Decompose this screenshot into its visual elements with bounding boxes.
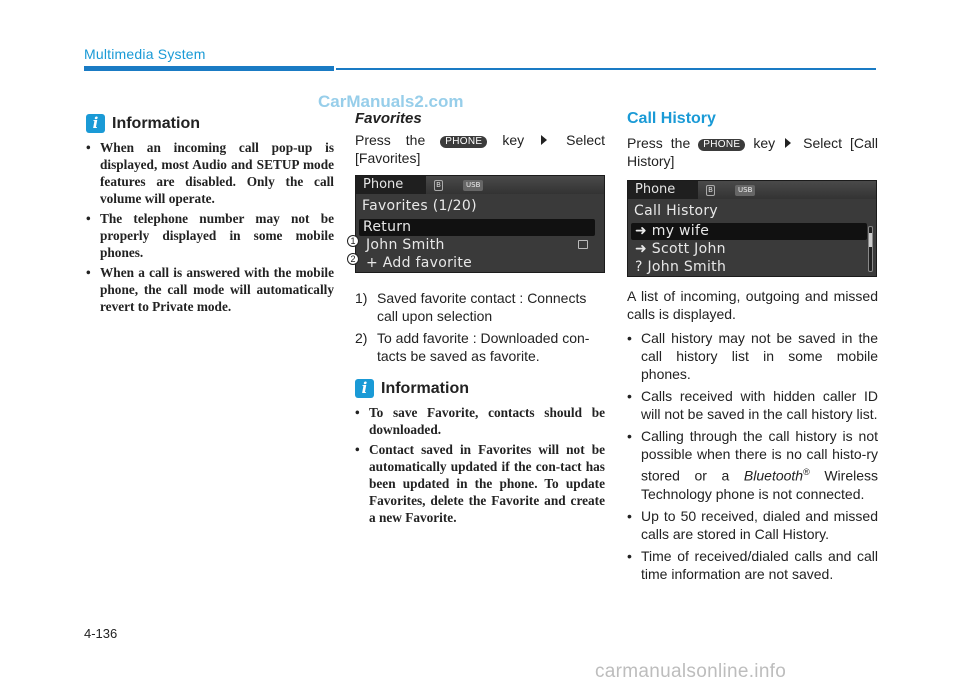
phone-key-badge: PHONE <box>440 136 487 148</box>
screen-row-call[interactable]: ➜ my wife <box>631 223 867 240</box>
list-number: 2) <box>355 330 368 346</box>
info-header <box>355 379 605 398</box>
list-item <box>355 289 605 325</box>
section-title: Multimedia System <box>84 46 206 62</box>
screen-row-add-favorite[interactable]: + Add favorite <box>366 255 473 271</box>
watermark-top: CarManuals2.com <box>318 92 464 111</box>
info-header <box>86 114 334 133</box>
screen-title: Favorites (1/20) <box>362 198 477 214</box>
header-rule-thick <box>84 66 334 71</box>
favorites-instruction <box>355 131 605 167</box>
phone-key-badge: PHONE <box>698 139 745 151</box>
instruction-text: Press the <box>355 132 426 148</box>
list-text: Saved favorite contact : Connects call upon selection <box>377 290 587 324</box>
list-item: • Time of received/dialed calls and call time information are not saved. <box>627 547 878 583</box>
instruction-text: Press the <box>627 135 691 151</box>
favorites-screen <box>355 175 605 273</box>
list-text: Calling through the call history is not possible when there is no call histo-ry stored or a <box>641 428 878 484</box>
info-title: Information <box>381 379 469 397</box>
callout-2: 2 <box>347 253 359 265</box>
list-item: • Contact saved in Favorites will not be automatically updated if the con-tact has been updated in the phone. To update Favorites, delete the Favorite and create a new Favorite. <box>355 441 605 526</box>
info-icon: i <box>86 114 105 133</box>
list-item: • Calls received with hidden caller ID will not be saved in the call history list. <box>627 387 878 423</box>
screen-tab-phone: Phone <box>356 176 426 194</box>
column-information <box>86 114 334 318</box>
list-item: • Call history may not be saved in the call history list in some mobile phones. <box>627 329 878 383</box>
header-rule-thin <box>336 68 876 70</box>
scrollbar[interactable] <box>868 226 873 272</box>
instruction-text: key <box>502 132 525 148</box>
list-item: • When a call is answered with the mobile phone, the call mode will automatically revert to Private mode. <box>86 264 334 315</box>
phone-book-icon <box>578 240 588 249</box>
column-favorites <box>350 110 606 529</box>
info-icon: i <box>355 379 374 398</box>
info-list <box>355 404 605 526</box>
call-history-intro: A list of incoming, outgoing and missed calls is displayed. <box>627 288 878 322</box>
screen-row-contact[interactable]: John Smith <box>366 237 445 253</box>
instruction-text: Select [Call History] <box>627 135 879 169</box>
list-item <box>355 329 605 365</box>
list-text: Wireless Technology phone is not connected. <box>641 467 878 502</box>
column-call-history <box>627 110 878 587</box>
callout-1: 1 <box>347 235 359 247</box>
list-item: • To save Favorite, contacts should be downloaded. <box>355 404 605 438</box>
screen-tab-phone: Phone <box>628 181 698 199</box>
screen-row-call[interactable]: ➜ Scott John <box>635 241 726 257</box>
list-item: • Up to 50 received, dialed and missed calls are stored in Call History. <box>627 507 878 543</box>
info-list <box>86 139 334 315</box>
list-text: To add favorite : Downloaded con-tacts be saved as favorite. <box>377 330 590 364</box>
call-history-heading: Call History <box>627 110 716 127</box>
bluetooth-term: Bluetooth <box>743 467 804 484</box>
call-history-instruction <box>627 134 878 170</box>
list-number: 1) <box>355 290 368 306</box>
watermark-bottom: carmanualsonline.info <box>595 661 787 682</box>
bluetooth-icon: B <box>706 185 715 196</box>
favorites-notes <box>355 289 605 365</box>
usb-icon: USB <box>735 185 755 196</box>
registered-mark: ® <box>803 467 810 477</box>
list-item: • The telephone number may not be properly displayed in some mobile phones. <box>86 210 334 261</box>
arrow-right-icon <box>541 135 547 145</box>
instruction-text: key <box>753 135 776 151</box>
arrow-right-icon <box>785 138 791 148</box>
call-history-screen <box>627 180 877 277</box>
screen-title: Call History <box>634 203 718 219</box>
list-item <box>627 427 878 503</box>
info-title: Information <box>112 114 200 132</box>
instruction-text: Select [Favorites] <box>355 132 606 166</box>
favorites-heading: Favorites <box>355 110 422 127</box>
screen-row-return[interactable]: Return <box>359 219 595 236</box>
list-item: • When an incoming call pop-up is displayed, most Audio and SETUP mode features are disabled. Only the call volume will operate. <box>86 139 334 207</box>
bluetooth-icon: B <box>434 180 443 191</box>
usb-icon: USB <box>463 180 483 191</box>
call-history-notes <box>627 329 878 583</box>
screen-row-call[interactable]: ? John Smith <box>635 259 727 275</box>
page-number: 4-136 <box>84 626 118 641</box>
